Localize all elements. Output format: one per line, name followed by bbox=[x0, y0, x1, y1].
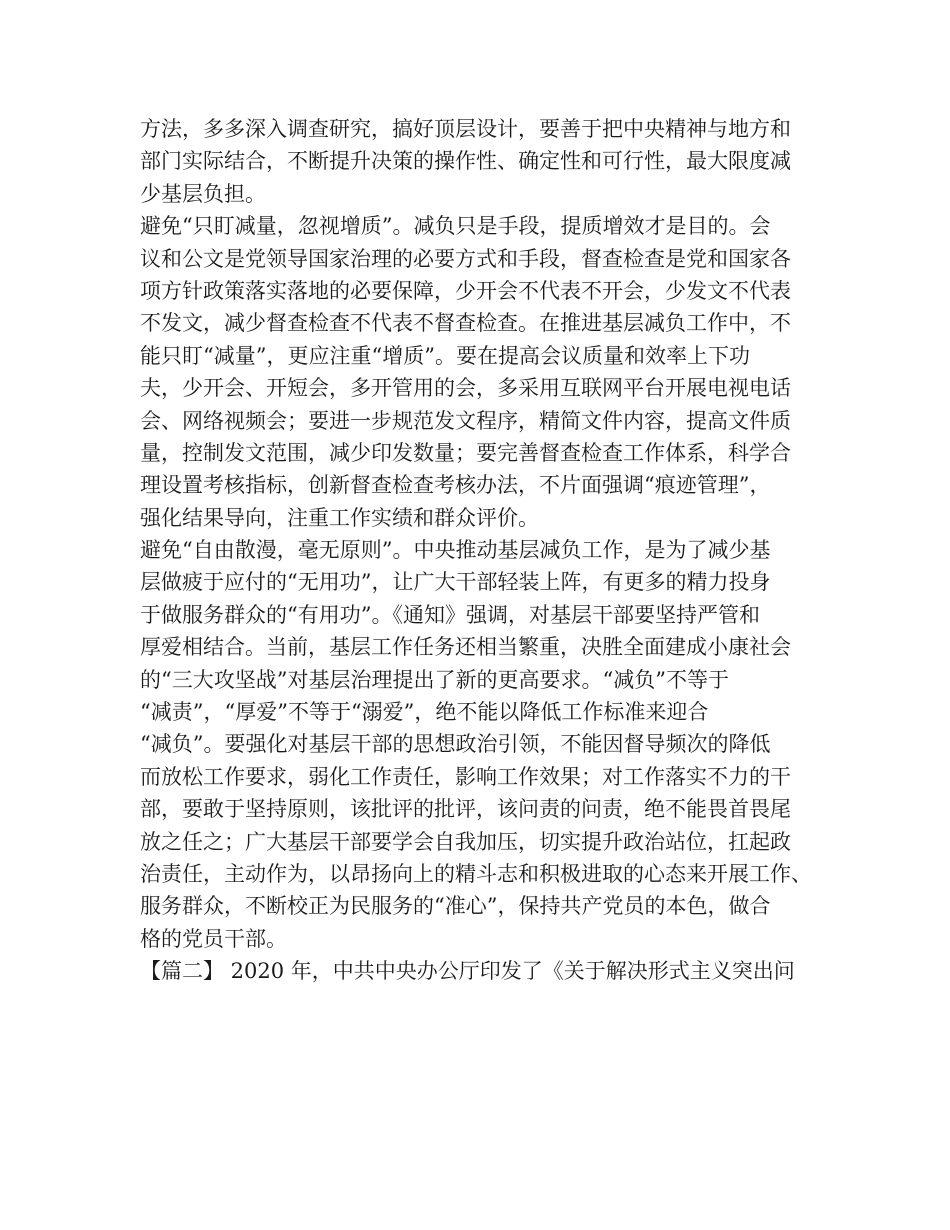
text-line: 强化结果导向，注重工作实绩和群众评价。 bbox=[140, 505, 539, 530]
text-line: 能只盯“减量”，更应注重“增质”。要在提高会议质量和效率上下功 bbox=[140, 343, 750, 368]
text-line: 部门实际结合，不断提升决策的操作性、确定性和可行性，最大限度减 bbox=[140, 149, 791, 174]
text-line: 层做疲于应付的“无用功”，让广大干部轻装上阵，有更多的精力投身 bbox=[140, 570, 771, 595]
text-line: 夫，少开会、开短会，多开管用的会，多采用互联网平台开展电视电话 bbox=[140, 376, 791, 401]
text-line: 放之任之；广大基层干部要学会自我加压，切实提升政治站位，扛起政 bbox=[140, 829, 791, 854]
text-line: 于做服务群众的“有用功”。《通知》强调，对基层干部要坚持严管和 bbox=[140, 602, 760, 627]
text-line: 治责任，主动作为，以昂扬向上的精斗志和积极进取的心态来开展工作、 bbox=[140, 861, 812, 886]
text-line: “减负”。要强化对基层干部的思想政治引领，不能因督导频次的降低 bbox=[140, 732, 771, 757]
text-line: 厚爱相结合。当前，基层工作任务还相当繁重，决胜全面建成小康社会 bbox=[140, 635, 791, 660]
paragraph bbox=[140, 534, 830, 955]
text-line: 避免“只盯减量，忽视增质”。减负只是手段，提质增效才是目的。会 bbox=[140, 214, 771, 239]
paragraph bbox=[140, 210, 830, 534]
paragraph bbox=[140, 955, 830, 987]
text-line: 【篇二】 2020 年，中共中央办公厅印发了《关于解决形式主义突出问 bbox=[140, 959, 795, 984]
text-line: 服务群众，不断校正为民服务的“准心”，保持共产党员的本色，做合 bbox=[140, 894, 771, 919]
text-line: 项方针政策落实落地的必要保障，少开会不代表不开会，少发文不代表 bbox=[140, 278, 791, 303]
paragraph bbox=[140, 113, 830, 210]
text-line: 理设置考核指标，创新督查检查考核办法，不片面强调“痕迹管理”， bbox=[140, 473, 771, 498]
text-line: 量，控制发文范围，减少印发数量；要完善督查检查工作体系，科学合 bbox=[140, 440, 791, 465]
text-line: 格的党员干部。 bbox=[140, 926, 287, 951]
text-line: 不发文，减少督查检查不代表不督查检查。在推进基层减负工作中，不 bbox=[140, 311, 791, 336]
text-line: 会、网络视频会；要进一步规范发文程序，精简文件内容，提高文件质 bbox=[140, 408, 791, 433]
document-body bbox=[140, 113, 830, 988]
text-line: 议和公文是党领导国家治理的必要方式和手段，督查检查是党和国家各 bbox=[140, 246, 791, 271]
text-line: 少基层负担。 bbox=[140, 181, 266, 206]
text-line: 而放松工作要求，弱化工作责任，影响工作效果；对工作落实不力的干 bbox=[140, 764, 791, 789]
text-line: “减责”，“厚爱”不等于“溺爱”，绝不能以降低工作标准来迎合 bbox=[140, 700, 709, 725]
text-line: 避免“自由散漫，毫无原则”。中央推动基层减负工作，是为了减少基 bbox=[140, 538, 771, 563]
text-line: 的“三大攻坚战”对基层治理提出了新的更高要求。“减负”不等于 bbox=[140, 667, 729, 692]
text-line: 部，要敢于坚持原则，该批评的批评，该问责的问责，绝不能畏首畏尾 bbox=[140, 797, 791, 822]
text-line: 方法，多多深入调查研究，搞好顶层设计，要善于把中央精神与地方和 bbox=[140, 117, 791, 141]
